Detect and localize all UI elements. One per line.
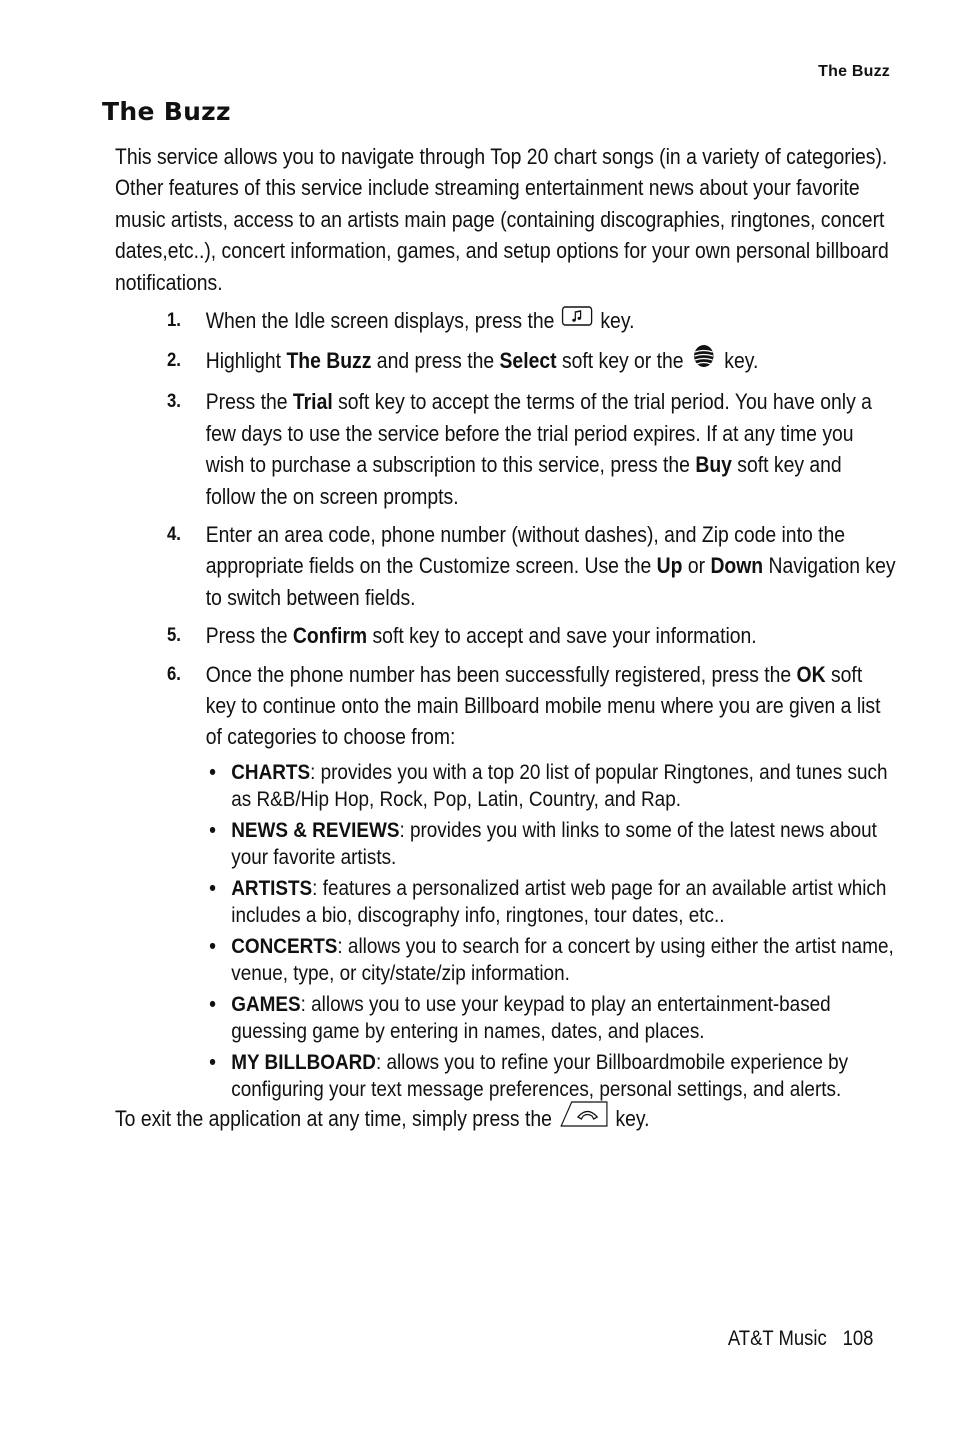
category-desc: : allows you to refine your Billboardmobile experience by configuring your text message preferences, personal settings, and alerts. — [231, 1049, 849, 1102]
step-text: key. — [600, 308, 635, 333]
step-text: Enter an area code, phone number (without dashes), and Zip code into the appropriate fields on the Customize screen. Use the — [205, 521, 846, 579]
step-number: 1. — [167, 310, 181, 331]
footer-section: AT&T Music — [727, 1327, 827, 1350]
bullet-marker: • — [209, 933, 216, 958]
step-number: 3. — [167, 391, 181, 413]
bold-term: Up — [656, 553, 683, 579]
bold-term: Confirm — [292, 623, 368, 649]
step-text: Navigation key to switch between fields. — [205, 553, 896, 610]
step-4 — [167, 519, 897, 613]
intro-paragraph: This service allows you to navigate through Top 20 chart songs (in a variety of categories). Other features of this service include streaming entertainment news about your favorite music artists, access to an artists main page (containing discographies, ringtones, concert dates,etc..), concert information, games, and setup options for your own personal billboard notifications. — [115, 144, 889, 295]
bullet-marker: • — [209, 875, 216, 900]
steps-list — [167, 305, 897, 1111]
bold-term: OK — [796, 661, 826, 687]
bold-term: Buy — [695, 452, 732, 478]
att-globe-key-icon — [691, 343, 717, 377]
bullet-marker: • — [209, 991, 216, 1016]
category-desc: : provides you with links to some of the latest news about your favorite artists. — [231, 817, 877, 870]
step-text: Press the — [205, 623, 288, 649]
step-1 — [167, 305, 897, 338]
step-2 — [167, 345, 897, 379]
category-name: NEWS & REVIEWS — [231, 817, 400, 842]
step-text: and press the — [376, 347, 495, 373]
category-item — [206, 817, 897, 872]
category-item — [206, 759, 897, 814]
category-item — [206, 933, 897, 988]
category-list — [206, 759, 897, 1104]
bold-term: The Buzz — [286, 347, 372, 373]
step-number: 5. — [167, 625, 181, 647]
closing-text: To exit the application at any time, simply press the — [115, 1106, 552, 1132]
category-item — [206, 1049, 897, 1104]
step-text: When the Idle screen displays, press the — [205, 308, 555, 333]
step-text: or — [687, 553, 706, 579]
bullet-marker: • — [209, 759, 216, 784]
category-item — [206, 875, 897, 930]
step-text: soft key to continue onto the main Billboard mobile menu where you are given a list of categories to choose from: — [205, 661, 881, 750]
step-number: 4. — [167, 523, 181, 545]
closing-text: key. — [615, 1106, 650, 1132]
category-name: ARTISTS — [231, 875, 313, 900]
bold-term: Select — [499, 347, 557, 373]
step-text: soft key and follow the on screen prompts. — [205, 452, 842, 509]
section-title: The Buzz — [102, 97, 231, 126]
bullet-marker: • — [209, 817, 216, 842]
step-6 — [167, 659, 897, 1104]
page-footer — [727, 1327, 873, 1351]
step-number: 6. — [167, 663, 181, 685]
music-key-icon — [562, 304, 594, 335]
step-text: Once the phone number has been successfully registered, press the — [205, 661, 792, 687]
category-desc: : provides you with a top 20 list of popular Ringtones, and tunes such as R&B/Hip Hop, Rock, Pop, Latin, Country, and Rap. — [231, 759, 888, 812]
step-3 — [167, 386, 897, 512]
step-text: soft key to accept the terms of the trial period. You have only a few days to use the service before the trial period expires. If at any time you wish to purchase a subscription to this service, press the — [205, 389, 872, 478]
category-desc: : allows you to search for a concert by using either the artist name, venue, type, or city/state/zip information. — [231, 933, 894, 986]
step-text: Press the — [205, 389, 288, 415]
step-text: soft key to accept and save your information. — [372, 623, 757, 649]
category-name: MY BILLBOARD — [231, 1049, 376, 1074]
category-name: GAMES — [231, 991, 301, 1016]
end-key-icon — [559, 1098, 608, 1138]
category-name: CONCERTS — [231, 933, 338, 958]
page-number: 108 — [842, 1327, 873, 1350]
category-desc: : features a personalized artist web page for an available artist which includes a bio, discography info, ringtones, tour dates, etc.. — [231, 875, 887, 928]
step-5 — [167, 620, 897, 651]
bold-term: Down — [710, 553, 764, 579]
bold-term: Trial — [292, 389, 333, 415]
closing-paragraph — [115, 1100, 894, 1140]
step-text: Highlight — [205, 347, 282, 373]
bullet-marker: • — [209, 1049, 216, 1074]
category-item — [206, 991, 897, 1046]
step-text: soft key or the — [561, 347, 684, 373]
category-desc: : allows you to use your keypad to play an entertainment-based guessing game by entering in names, dates, and places. — [231, 991, 831, 1044]
running-header: The Buzz — [818, 63, 890, 80]
step-number: 2. — [167, 349, 181, 371]
step-text: key. — [724, 347, 759, 373]
category-name: CHARTS — [231, 759, 311, 784]
